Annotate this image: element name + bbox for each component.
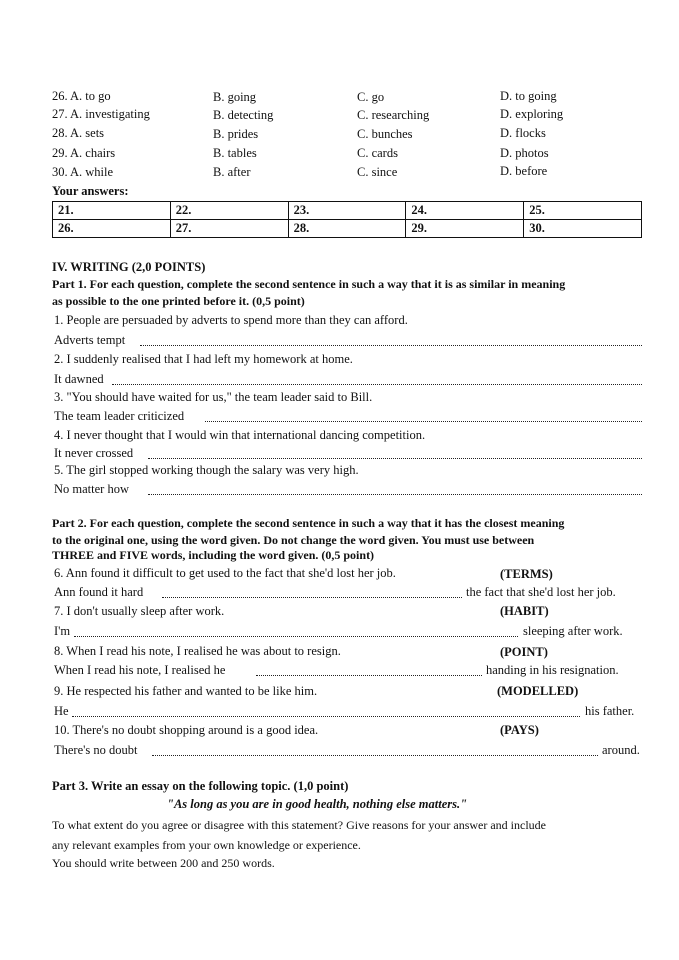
writing-heading: IV. WRITING (2,0 POINTS) xyxy=(52,260,206,274)
answer-start: Adverts tempt xyxy=(54,333,126,347)
question-text: 10. There's no doubt shopping around is a good idea. xyxy=(54,723,319,737)
answer-line[interactable] xyxy=(148,458,642,459)
option-a: A. to go xyxy=(70,89,111,103)
answer-start: Ann found it hard xyxy=(54,585,144,599)
answer-grid xyxy=(52,201,642,238)
answer-end: handing in his resignation. xyxy=(486,663,619,677)
answer-line[interactable] xyxy=(74,636,518,637)
question-text: 6. Ann found it difficult to get used to the fact that she'd lost her job. xyxy=(54,566,396,580)
mcq-number: 26. xyxy=(52,89,68,103)
option-d: D. exploring xyxy=(500,107,564,121)
part1-instruction: Part 1. For each question, complete the second sentence in such a way that it is as similar in meaning xyxy=(52,277,566,291)
mcq-number: 30. xyxy=(52,165,68,179)
answer-end: around. xyxy=(602,743,640,757)
question-text: 2. I suddenly realised that I had left my homework at home. xyxy=(54,352,353,366)
answer-end: sleeping after work. xyxy=(523,624,623,638)
part3-instruction: Part 3. Write an essay on the following topic. (1,0 point) xyxy=(52,779,349,793)
option-b: B. prides xyxy=(213,127,259,141)
question-text: 4. I never thought that I would win that international dancing competition. xyxy=(54,428,426,442)
question-text: 3. "You should have waited for us," the team leader said to Bill. xyxy=(54,390,373,404)
option-b: B. going xyxy=(213,90,257,104)
option-d: D. flocks xyxy=(500,126,546,140)
answer-start: I'm xyxy=(54,624,71,638)
essay-instruction: To what extent do you agree or disagree with this statement? Give reasons for your answer and include xyxy=(52,818,547,832)
option-d: D. before xyxy=(500,164,548,178)
option-b: B. detecting xyxy=(213,108,274,122)
given-word: (TERMS) xyxy=(500,567,553,581)
option-c: C. researching xyxy=(357,108,430,122)
given-word: (HABIT) xyxy=(500,604,549,618)
option-c: C. cards xyxy=(357,146,398,160)
answers-label: Your answers: xyxy=(52,184,129,198)
answer-cell[interactable]: 22. xyxy=(170,202,288,220)
given-word: (MODELLED) xyxy=(497,684,579,698)
answer-line[interactable] xyxy=(140,345,642,346)
option-a: A. sets xyxy=(70,126,105,140)
option-a: A. investigating xyxy=(70,107,150,121)
option-d: D. photos xyxy=(500,146,549,160)
essay-instruction: any relevant examples from your own knowledge or experience. xyxy=(52,838,361,852)
option-c: C. go xyxy=(357,90,385,104)
part2-instruction: Part 2. For each question, complete the second sentence in such a way that it has the closest meaning xyxy=(52,516,565,530)
question-text: 7. I don't usually sleep after work. xyxy=(54,604,225,618)
answer-cell[interactable]: 28. xyxy=(288,220,406,238)
answer-start: It dawned xyxy=(54,372,104,386)
question-text: 1. People are persuaded by adverts to spend more than they can afford. xyxy=(54,313,408,327)
answer-row xyxy=(53,202,642,220)
answer-line[interactable] xyxy=(256,675,482,676)
answer-start: He xyxy=(54,704,69,718)
question-text: 9. He respected his father and wanted to be like him. xyxy=(54,684,318,698)
option-b: B. after xyxy=(213,165,251,179)
answer-cell[interactable]: 26. xyxy=(53,220,171,238)
option-a: A. chairs xyxy=(70,146,116,160)
option-a: A. while xyxy=(70,165,114,179)
answer-end: his father. xyxy=(585,704,635,718)
mcq-number: 27. xyxy=(52,107,68,121)
answer-cell[interactable]: 23. xyxy=(288,202,406,220)
option-b: B. tables xyxy=(213,146,257,160)
answer-line[interactable] xyxy=(205,421,642,422)
answer-cell[interactable]: 21. xyxy=(53,202,171,220)
part2-instruction: to the original one, using the word given. Do not change the word given. You must use between xyxy=(52,533,535,547)
given-word: (POINT) xyxy=(500,645,548,659)
answer-start: When I read his note, I realised he xyxy=(54,663,226,677)
answer-line[interactable] xyxy=(152,755,598,756)
answer-row xyxy=(53,220,642,238)
answer-line[interactable] xyxy=(72,716,580,717)
mcq-number: 28. xyxy=(52,126,68,140)
part2-instruction: THREE and FIVE words, including the word given. (0,5 point) xyxy=(52,548,375,562)
answer-cell[interactable]: 29. xyxy=(406,220,524,238)
essay-instruction: You should write between 200 and 250 words. xyxy=(52,856,275,870)
answer-line[interactable] xyxy=(148,494,642,495)
answer-line[interactable] xyxy=(112,384,642,385)
option-c: C. bunches xyxy=(357,127,413,141)
answer-line[interactable] xyxy=(162,597,462,598)
option-c: C. since xyxy=(357,165,398,179)
given-word: (PAYS) xyxy=(500,723,539,737)
answer-start: No matter how xyxy=(54,482,129,496)
answer-start: It never crossed xyxy=(54,446,134,460)
answer-end: the fact that she'd lost her job. xyxy=(466,585,616,599)
part1-instruction: as possible to the one printed before it. (0,5 point) xyxy=(52,294,305,308)
option-d: D. to going xyxy=(500,89,557,103)
essay-topic: "As long as you are in good health, nothing else matters." xyxy=(167,797,468,811)
answer-cell[interactable]: 30. xyxy=(524,220,642,238)
answer-start: The team leader criticized xyxy=(54,409,185,423)
answer-start: There's no doubt xyxy=(54,743,138,757)
mcq-number: 29. xyxy=(52,146,68,160)
question-text: 5. The girl stopped working though the salary was very high. xyxy=(54,463,359,477)
answer-cell[interactable]: 25. xyxy=(524,202,642,220)
answer-cell[interactable]: 24. xyxy=(406,202,524,220)
question-text: 8. When I read his note, I realised he was about to resign. xyxy=(54,644,341,658)
answer-cell[interactable]: 27. xyxy=(170,220,288,238)
